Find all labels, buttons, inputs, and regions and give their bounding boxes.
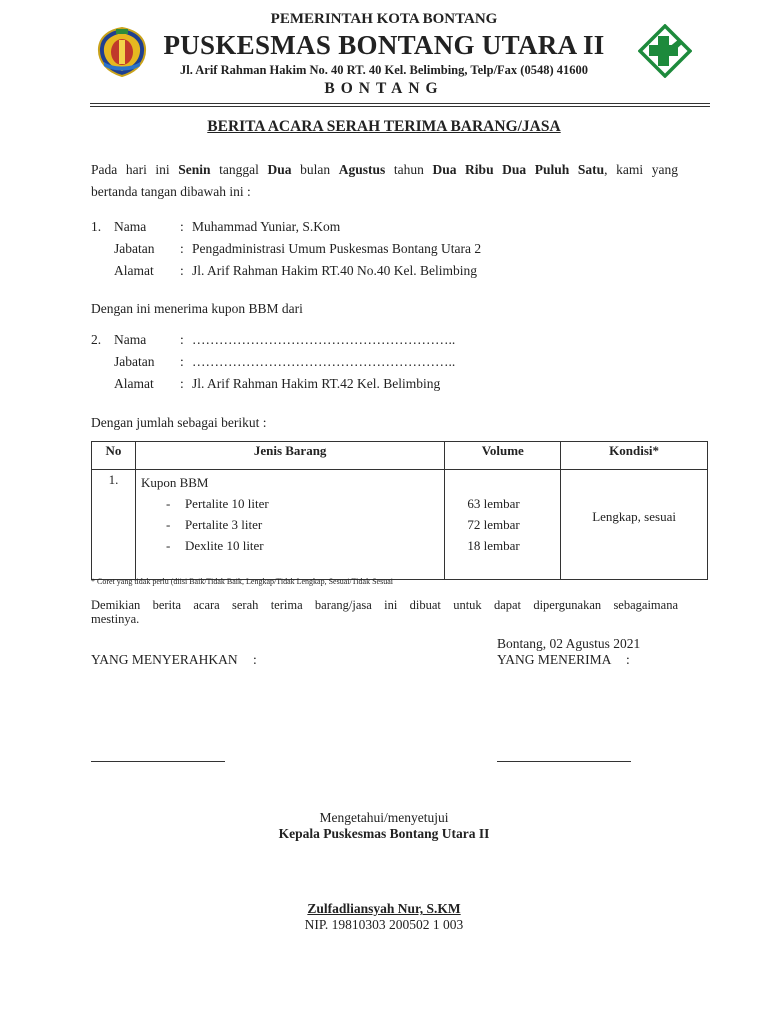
closing-paragraph bbox=[91, 598, 678, 626]
subitem-name: Dexlite 10 liter bbox=[184, 538, 264, 553]
approval-nip: NIP. 19810303 200502 1 003 bbox=[304, 917, 464, 932]
document-title: BERITA ACARA SERAH TERIMA BARANG/JASA bbox=[207, 118, 561, 135]
approval-role: Kepala Puskesmas Bontang Utara II bbox=[278, 826, 490, 841]
party1-address-row: Alamat : Jl. Arif Rahman Hakim RT.40 No.40 Kel. Belimbing bbox=[0, 260, 768, 282]
party2-number: 2. bbox=[91, 332, 102, 347]
subitem-volume: 18 lembar bbox=[467, 538, 520, 553]
giver-label: YANG MENYERAHKAN bbox=[91, 652, 238, 667]
party2-name-label: Nama bbox=[114, 332, 147, 347]
row-condition: Lengkap, sesuai bbox=[561, 470, 708, 580]
receiver-signature-line bbox=[497, 761, 631, 762]
party1-position: Pengadministrasi Umum Puskesmas Bontang Utara 2 bbox=[192, 241, 482, 256]
intro-month: Agustus bbox=[338, 162, 386, 177]
party1-name-label: Nama bbox=[114, 219, 147, 234]
row-item-cell bbox=[135, 470, 444, 580]
intro-line-2: bertanda tangan dibawah ini : bbox=[91, 184, 251, 199]
approval-name: Zulfadliansyah Nur, S.KM bbox=[307, 901, 461, 916]
header-rule-thin bbox=[90, 106, 710, 107]
header-govt: PEMERINTAH KOTA BONTANG bbox=[270, 11, 498, 27]
closing-line-2: mestinya. bbox=[91, 612, 140, 626]
header-condition: Kondisi* bbox=[561, 442, 708, 470]
receive-text: Dengan ini menerima kupon BBM dari bbox=[91, 301, 303, 316]
intro-date: Dua bbox=[267, 162, 292, 177]
header-address: Jl. Arif Rahman Hakim No. 40 RT. 40 Kel. Belimbing, Telp/Fax (0548) 41600 bbox=[179, 63, 589, 77]
receiver-label-row: YANG MENERIMA : bbox=[497, 652, 630, 667]
intro-day: Senin bbox=[178, 162, 211, 177]
party2-address: Jl. Arif Rahman Hakim RT.42 Kel. Belimbing bbox=[192, 376, 441, 391]
party1-position-label: Jabatan bbox=[114, 241, 155, 256]
row-item: Kupon BBM bbox=[140, 475, 209, 490]
list-item: - Dexlite 10 liter bbox=[141, 535, 444, 556]
closing-line-1: Demikian berita acara serah terima barang/jasa ini dibuat untuk dapat dipergunakan sebagaimana bbox=[91, 598, 678, 612]
party1-name: Muhammad Yuniar, S.Kom bbox=[192, 219, 341, 234]
header-no: No bbox=[92, 442, 136, 470]
subitem-volume: 72 lembar bbox=[467, 517, 520, 532]
intro-paragraph bbox=[91, 159, 678, 203]
footnote: * Coret yang tidak perlu (diisi Baik/Tidak Baik, Lengkap/Tidak Lengkap, Sesuai/Tidak Sesuai bbox=[91, 577, 393, 586]
party1-position-row: Jabatan : Pengadministrasi Umum Puskesmas Bontang Utara 2 bbox=[0, 238, 768, 260]
giver-signature-line bbox=[91, 761, 225, 762]
party2-address-row: Alamat : Jl. Arif Rahman Hakim RT.42 Kel. Belimbing bbox=[0, 373, 768, 395]
list-item: - Pertalite 3 liter bbox=[141, 514, 444, 535]
giver-label-row: YANG MENYERAHKAN : bbox=[91, 652, 257, 667]
header-item: Jenis Barang bbox=[135, 442, 444, 470]
party1-name-row: 1. Nama : Muhammad Yuniar, S.Kom bbox=[0, 216, 768, 238]
table-header-row bbox=[92, 442, 708, 470]
intro-line-1: Pada hari ini Senin tanggal Dua bulan Agustus tahun Dua Ribu Dua Puluh Satu, kami yang bbox=[91, 162, 678, 177]
list-item: - Pertalite 10 liter bbox=[141, 493, 444, 514]
amount-text: Dengan jumlah sebagai berikut : bbox=[91, 415, 267, 430]
party2-position: ………………………………………………….. bbox=[192, 354, 456, 369]
party1-address-label: Alamat bbox=[114, 263, 154, 278]
party2-name: ………………………………………………….. bbox=[192, 332, 456, 347]
row-no: 1. bbox=[92, 470, 136, 580]
row-volume-cell bbox=[445, 470, 561, 580]
header-org: PUSKESMAS BONTANG UTARA II bbox=[163, 30, 605, 60]
header-city: BONTANG bbox=[324, 80, 444, 97]
party1-number: 1. bbox=[91, 219, 102, 234]
subitem-volume: 63 lembar bbox=[467, 496, 520, 511]
subitem-name: Pertalite 3 liter bbox=[184, 517, 263, 532]
items-table bbox=[91, 441, 708, 580]
intro-year: Dua Ribu Dua Puluh Satu bbox=[432, 162, 605, 177]
party2-name-row: 2. Nama : ………………………………………………….. bbox=[0, 329, 768, 351]
table-row bbox=[92, 470, 708, 580]
party1-address: Jl. Arif Rahman Hakim RT.40 No.40 Kel. Belimbing bbox=[192, 263, 478, 278]
approval-label: Mengetahui/menyetujui bbox=[319, 810, 449, 825]
place-date: Bontang, 02 Agustus 2021 bbox=[497, 636, 641, 651]
party2-position-label: Jabatan bbox=[114, 354, 155, 369]
party2-position-row: Jabatan : ………………………………………………….. bbox=[0, 351, 768, 373]
party2-address-label: Alamat bbox=[114, 376, 154, 391]
header-volume: Volume bbox=[445, 442, 561, 470]
header-rule bbox=[90, 103, 710, 104]
subitem-name: Pertalite 10 liter bbox=[184, 496, 269, 511]
receiver-label: YANG MENERIMA bbox=[497, 652, 611, 667]
